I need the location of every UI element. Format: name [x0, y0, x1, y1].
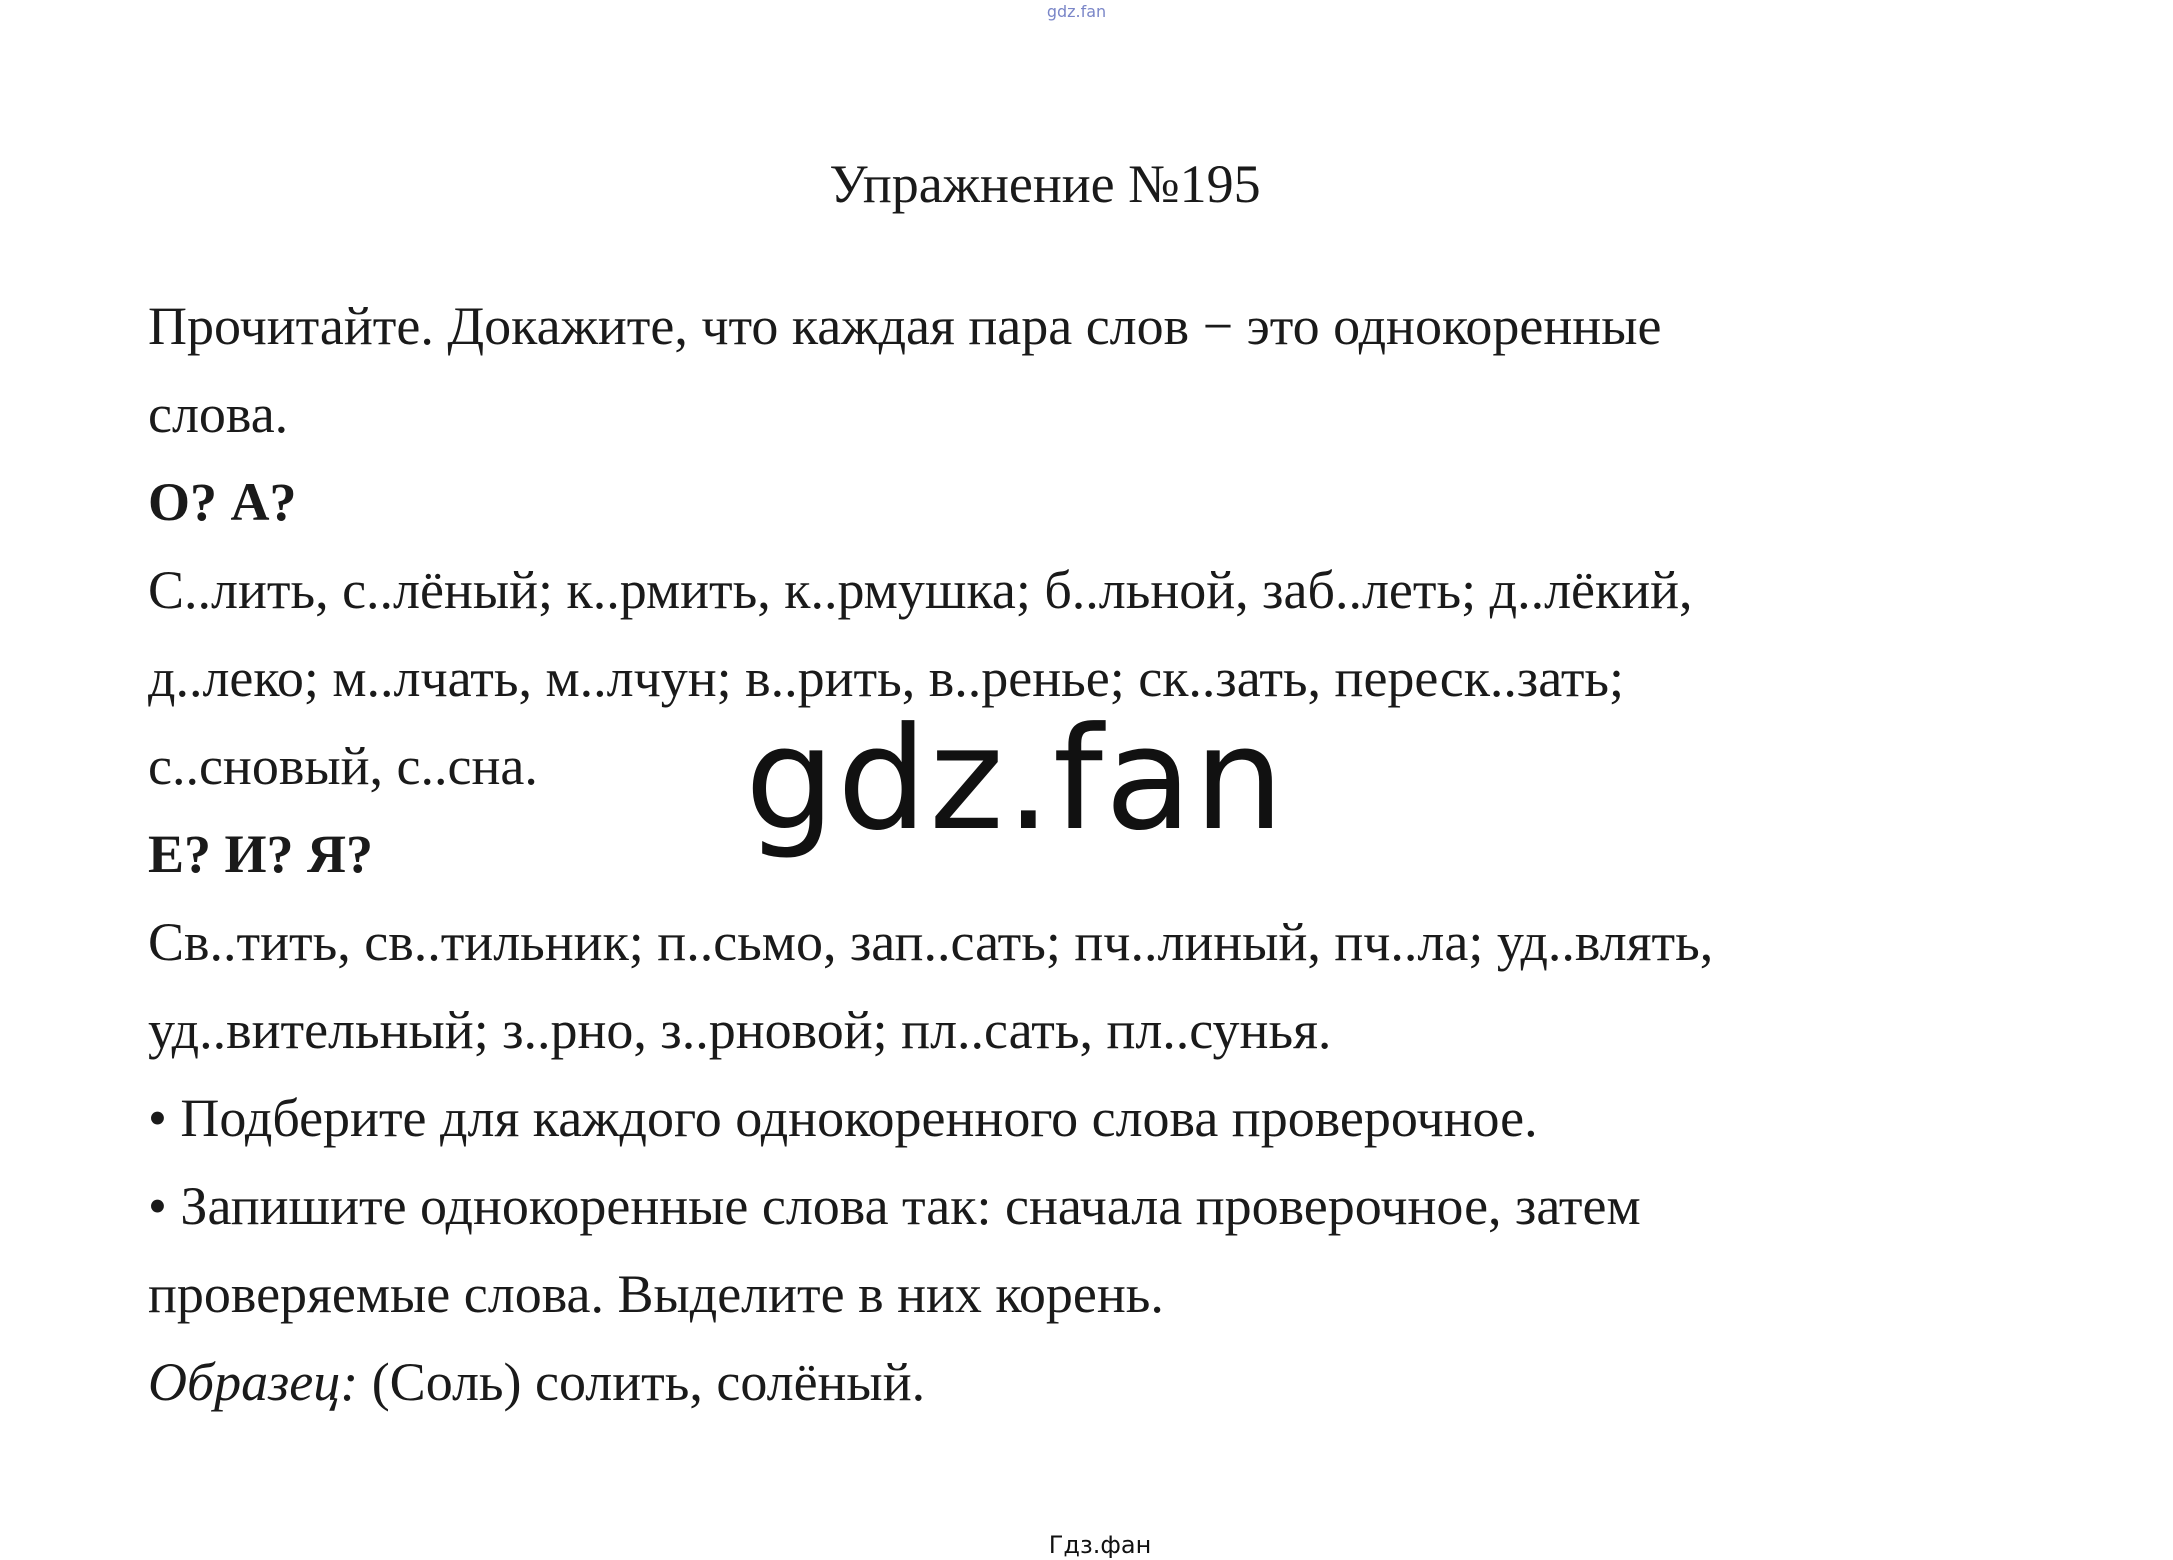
group-1-line-1: С..лить, с..лёный; к..рмить, к..рмушка; б..льной, заб..леть; д..лёкий,: [148, 560, 1693, 620]
group-1-heading: О? А?: [148, 472, 297, 532]
exercise-title: Упражнение №195: [829, 154, 1261, 214]
intro-line-2: слова.: [148, 384, 289, 444]
sample-text: (Соль) солить, солёный.: [358, 1352, 926, 1412]
sample-label: Образец:: [148, 1352, 359, 1412]
site-mark: gdz.fan: [1046, 2, 1107, 21]
bullet-1: • Подберите для каждого однокоренного слова проверочное.: [148, 1088, 1538, 1148]
bullet-2-line-1: • Запишите однокоренные слова так: сначала проверочное, затем: [148, 1176, 1641, 1236]
intro-line-1: Прочитайте. Докажите, что каждая пара слов − это однокоренные: [148, 296, 1662, 356]
group-2-line-1: Св..тить, св..тильник; п..сьмо, зап..сать; пч..линый, пч..ла; уд..влять,: [148, 912, 1714, 972]
group-2-heading: Е? И? Я?: [148, 824, 374, 884]
bullet-2-line-2: проверяемые слова. Выделите в них корень.: [148, 1264, 1164, 1324]
group-1-line-2: д..леко; м..лчать, м..лчун; в..рить, в..ренье; ск..зать, переск..зать;: [148, 648, 1625, 708]
group-1-line-3: с..сновый, с..сна.: [148, 736, 538, 796]
watermark: gdz.fan: [745, 697, 1286, 862]
sample-line: [148, 1338, 2098, 1426]
footer-label: Гдз.фан: [1048, 1531, 1152, 1559]
group-2-line-2: уд..вительный; з..рно, з..рновой; пл..сать, пл..сунья.: [148, 1000, 1332, 1060]
